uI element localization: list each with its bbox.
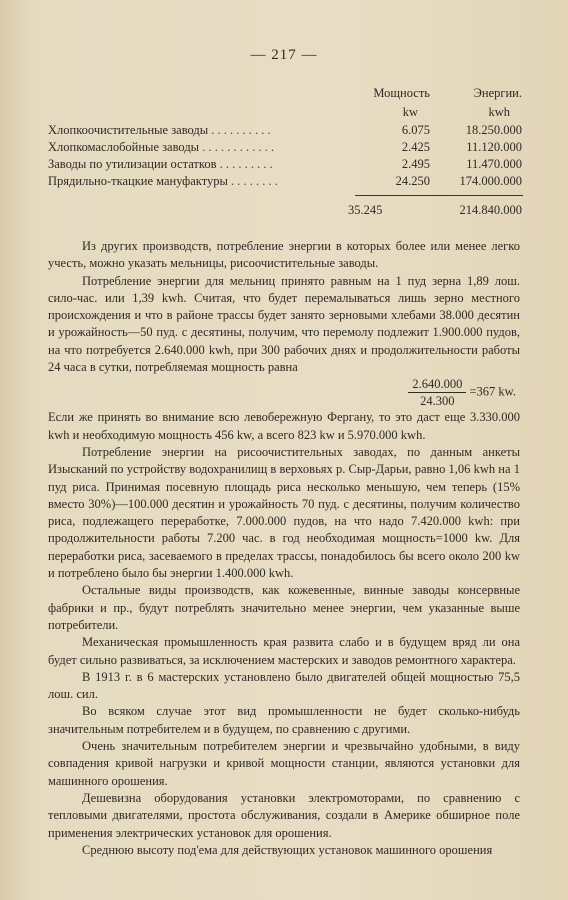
row-power: 2.495 xyxy=(401,157,430,171)
row-power: 6.075 xyxy=(401,123,430,137)
body-text xyxy=(48,238,520,859)
unit-energy: kwh xyxy=(488,105,510,119)
row-energy: 174.000.000 xyxy=(459,174,522,188)
paragraph: Остальные виды производств, как кожевенные, винные заводы консервные фабрики и пр., будут потреблять значительно менее энергии, чем указанные выше потребители. xyxy=(48,583,520,632)
paragraph: Среднюю высоту под'ема для действующих установок машинного орошения xyxy=(82,842,493,857)
total-power: 35.245 xyxy=(348,203,383,217)
table-row: Хлопкоочистительные заводы . . . . . . . . . . 6.075 18.250.000 xyxy=(48,123,522,137)
table-header-row xyxy=(48,84,522,103)
sum-rule xyxy=(355,195,523,196)
row-label: Хлопкоочистительные заводы xyxy=(48,123,209,137)
row-energy: 11.120.000 xyxy=(466,140,522,154)
row-label: Заводы по утилизации остатков xyxy=(48,157,217,171)
fraction xyxy=(408,376,466,409)
paragraph: Потребление энергии на рисоочистительных заводах, по данным анкеты Изысканий по устройству водохранилищ в верховьях р. Сыр-Дарьи, равно 1,06 kwh на 1 пуд риса. Принимая посевную площадь риса несколько меньшую, чем теперь (15% вместо 30%)—100.000 десятин и урожайность 70 пуд. с десятины, получим количество риса, подлежащего переработке, 7.000.000 пудов, на что надо 7.420.000 kwh: при продолжительности работы 7.200 час. в год необходимая мощность=1000 kw. Для переработки риса, засеваемого в пределах трассы, понадобилось бы всего около 200 kw и потреблено было бы энергии 1.400.000 kwh. xyxy=(48,444,520,581)
row-energy: 11.470.000 xyxy=(466,157,522,171)
table-row: Прядильно-ткацкие мануфактуры . . . . . . . . 24.250 174.000.000 xyxy=(48,174,522,188)
row-energy: 18.250.000 xyxy=(465,123,522,137)
paragraph: Потребление энергии для мельниц принято равным на 1 пуд зерна 1,89 лош. сило-час. или 1,39 kwh. Считая, что будет перемалываться лишь зерно местного происхождения и что в районе трассы будет занято зерновыми хлебами 38.000 десятин и урожайность—50 пуд. с десятины, получим, что перемолу подлежит 1.900.000 пудов, на что потребуется 2.640.000 kwh, при 300 рабочих днях и продолжительности работы 24 часа в сутки, потребляемая мощность равна xyxy=(48,273,520,375)
paragraph: Механическая промышленность края развита слабо и в будущем вряд ли она будет сильно развиваться, за исключением мастерских и заводов ремонтного характера. xyxy=(48,635,520,667)
paragraph: Из других производств, потребление энергии в которых более или менее легко учесть, можно указать мельницы, рисоочистительные заводы. xyxy=(48,239,520,271)
page-number: — 217 — xyxy=(250,47,318,63)
table-units-row xyxy=(48,103,522,122)
header-power: Мощность xyxy=(373,86,430,100)
row-label: Прядильно-ткацкие мануфактуры xyxy=(48,174,228,188)
table-row: Заводы по утилизации остатков . . . . . . . . . 2.495 11.470.000 xyxy=(48,157,522,171)
paragraph: Дешевизна оборудования установки электромоторами, по сравнению с тепловыми двигателями, простота обслуживания, создали в Америке обширное поле применения электрических установок для орошения. xyxy=(48,790,520,840)
totals-row xyxy=(348,203,522,218)
paragraph: Во всяком случае этот вид промышленности не будет сколько-нибудь значительным потребителем и в будущем, по сравнению с другими. xyxy=(48,704,520,736)
paragraph: В 1913 г. в 6 мастерских установлено было двигателей общей мощностью 75,5 лош. сил. xyxy=(48,669,520,702)
header-energy: Энергии. xyxy=(473,86,522,100)
row-power: 24.250 xyxy=(395,174,430,188)
paragraph: Очень значительным потребителем энергии и чрезвычайно удобными, в виду совпадения кривой нагрузки и кривой мощности станции, являются установки для машинного орошения. xyxy=(48,739,520,788)
fraction-denominator: 24.300 xyxy=(420,394,455,409)
formula-result: =367 kw. xyxy=(469,384,516,399)
power-energy-table xyxy=(48,84,522,190)
power-formula xyxy=(48,376,520,409)
unit-power: kw xyxy=(402,105,418,119)
row-power: 2.425 xyxy=(401,140,430,154)
total-energy: 214.840.000 xyxy=(459,203,522,217)
row-label: Хлопкомаслобойные заводы xyxy=(48,140,200,154)
fraction-numerator: 2.640.000 xyxy=(408,376,466,393)
paragraph: Если же принять во внимание всю левобережную Фергану, то это даст еще 3.330.000 kwh и необходимую мощность 456 kw, а всего 823 kw и 5.970.000 kwh. xyxy=(48,410,520,442)
table-row: Хлопкомаслобойные заводы . . . . . . . . . . . . 2.425 11.120.000 xyxy=(48,140,522,154)
